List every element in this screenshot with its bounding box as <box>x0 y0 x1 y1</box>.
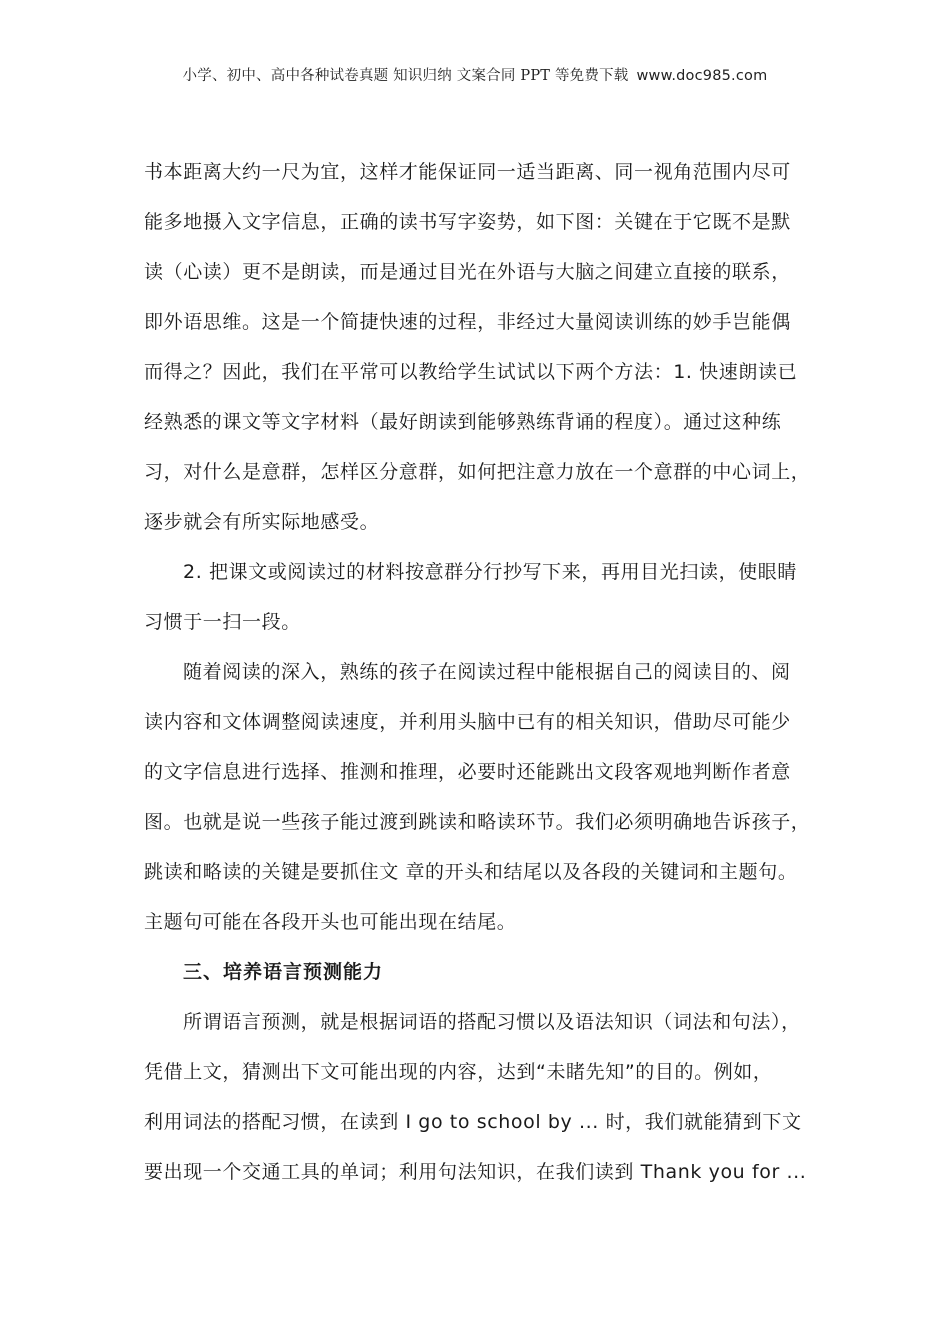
text-line: 凭借上文，猜测出下文可能出现的内容，达到“未睹先知”的目的。例如， <box>144 1061 773 1083</box>
text-line: 习惯于一扫一段。 <box>144 611 301 633</box>
text-line: 2. 把课文或阅读过的材料按意群分行抄写下来，再用目光扫读，使眼睛 <box>183 561 797 583</box>
header-site: www.doc985.com <box>636 68 768 84</box>
text-line: 要出现一个交通工具的单词；利用句法知识，在我们读到 Thank you for ... <box>144 1161 807 1183</box>
text-line: 跳读和略读的关键是要抓住文 章的开头和结尾以及各段的关键词和主题句。 <box>144 861 798 883</box>
text-line: 的文字信息进行选择、推测和推理，必要时还能跳出文段客观地判断作者意 <box>144 761 791 783</box>
text-line: 利用词法的搭配习惯，在读到 I go to school by ... 时，我们就能猜到下文 <box>144 1111 802 1133</box>
text-line: 经熟悉的课文等文字材料（最好朗读到能够熟练背诵的程度）。通过这种练 <box>144 411 782 433</box>
text-line: 主题句可能在各段开头也可能出现在结尾。 <box>144 911 517 933</box>
text-line: 即外语思维。这是一个简捷快速的过程，非经过大量阅读训练的妙手岂能偶 <box>144 311 791 333</box>
text-line: 习，对什么是意群，怎样区分意群，如何把注意力放在一个意群的中心词上， <box>144 461 811 483</box>
text-line: 图。也就是说一些孩子能过渡到跳读和略读环节。我们必须明确地告诉孩子， <box>144 811 811 833</box>
page-header <box>0 64 950 85</box>
text-line: 随着阅读的深入，熟练的孩子在阅读过程中能根据自己的阅读目的、阅 <box>183 661 791 683</box>
document-body <box>144 147 812 1197</box>
text-line: 所谓语言预测，就是根据词语的搭配习惯以及语法知识（词法和句法）， <box>183 1011 801 1033</box>
text-line: 读内容和文体调整阅读速度，并利用头脑中已有的相关知识，借助尽可能少 <box>144 711 791 733</box>
section-heading: 三、培养语言预测能力 <box>183 961 384 983</box>
text-line: 书本距离大约一尺为宜，这样才能保证同一适当距离、同一视角范围内尽可 <box>144 161 791 183</box>
text-line: 能多地摄入文字信息，正确的读书写字姿势，如下图：关键在于它既不是默 <box>144 211 791 233</box>
text-line: 而得之？因此，我们在平常可以教给学生试试以下两个方法：1. 快速朗读已 <box>144 361 798 383</box>
text-line: 逐步就会有所实际地感受。 <box>144 511 380 533</box>
header-text: 小学、初中、高中各种试卷真题 知识归纳 文案合同 PPT 等免费下载 <box>182 68 629 84</box>
text-line: 读（心读）更不是朗读，而是通过目光在外语与大脑之间建立直接的联系， <box>144 261 791 283</box>
